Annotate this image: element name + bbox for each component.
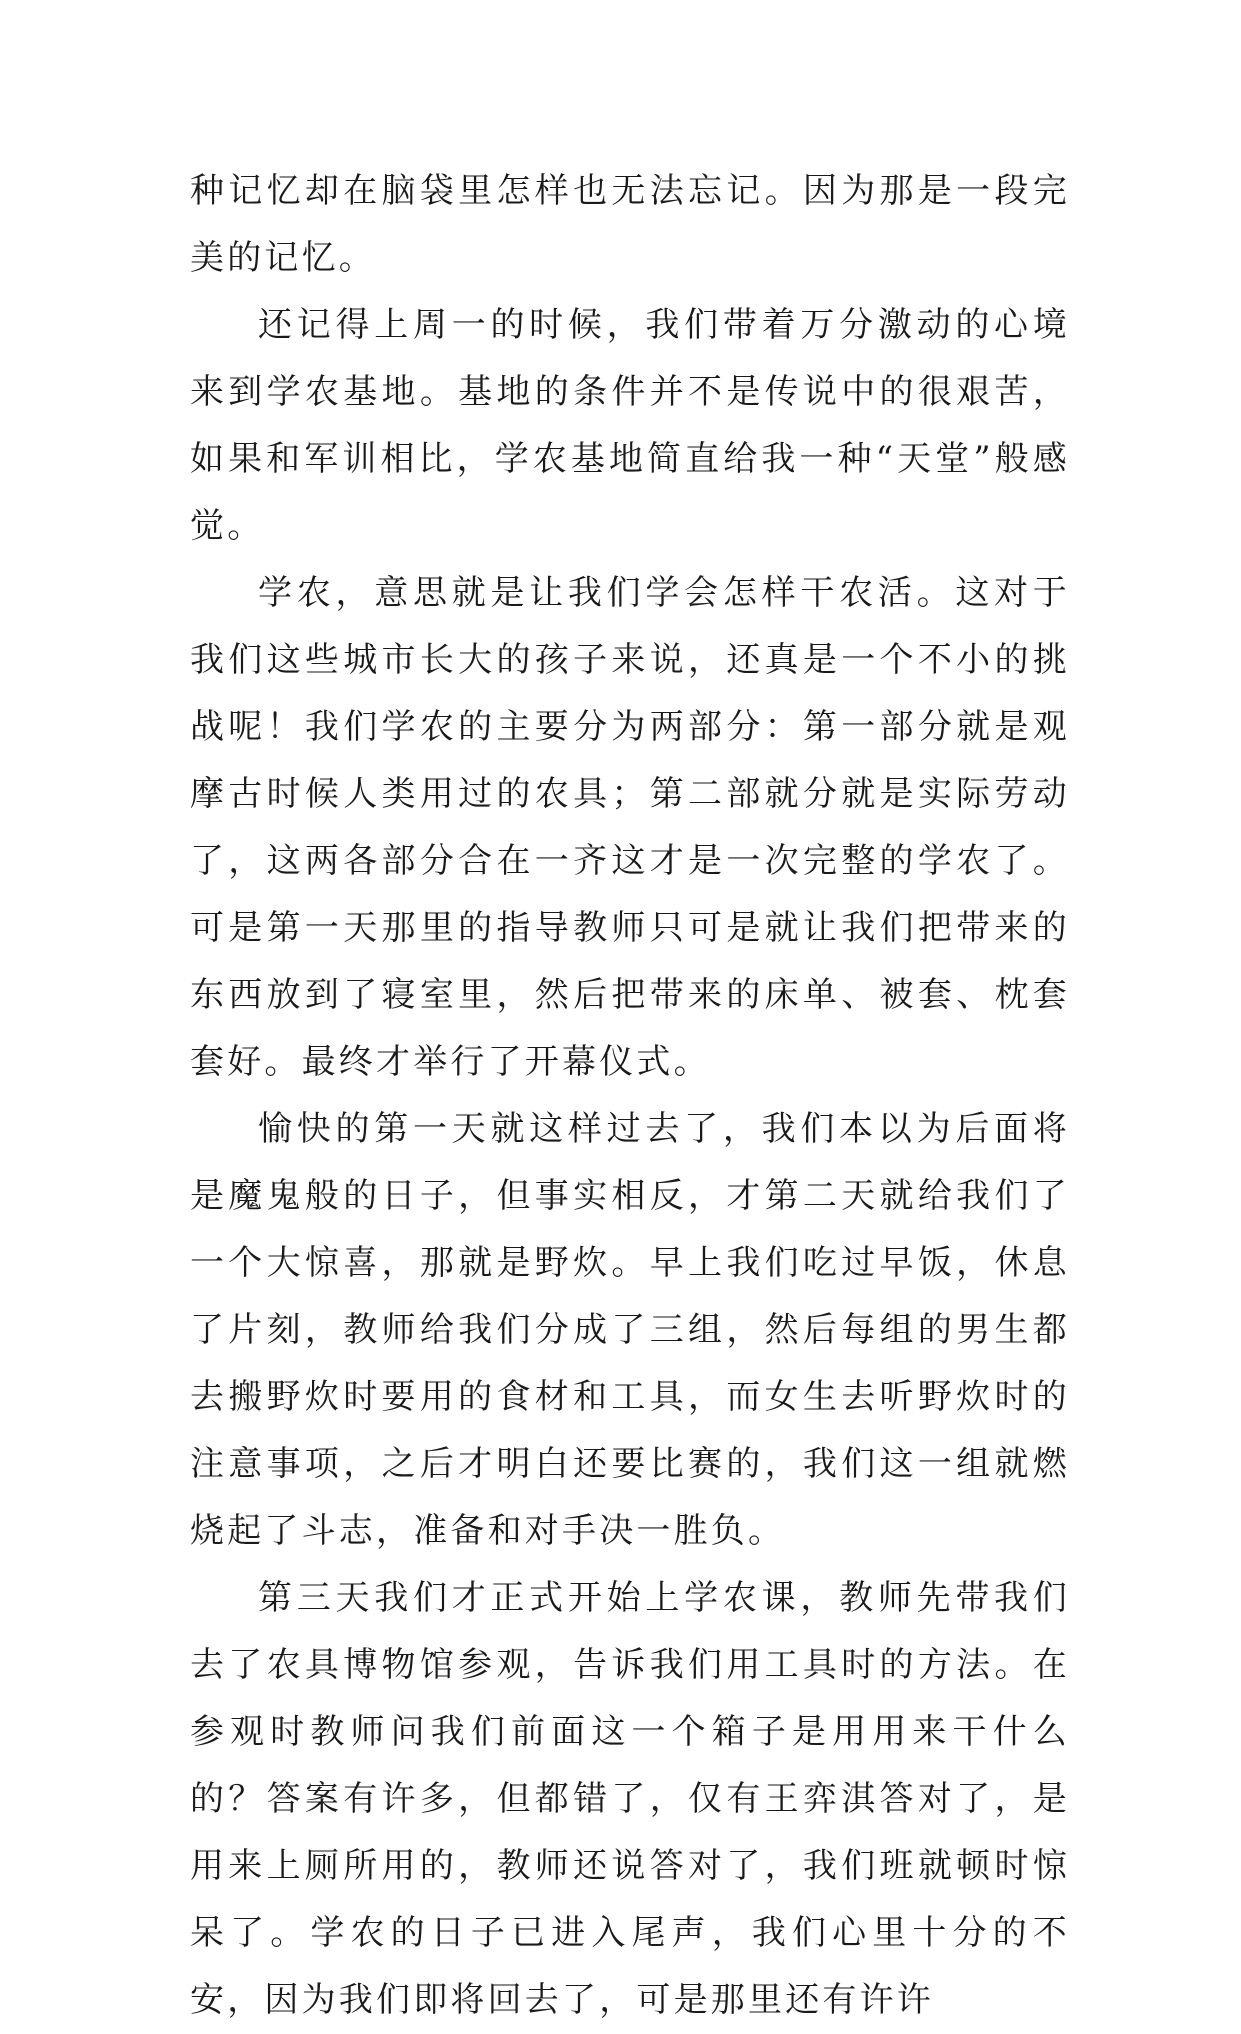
paragraph-4: 愉快的第一天就这样过去了，我们本以为后面将是魔鬼般的日子，但事实相反，才第二天就给我们了一个大惊喜，那就是野炊。早上我们吃过早饭，休息了片刻，教师给我们分成了三组，然后每组的男生都去搬野炊时要用的食材和工具，而女生去听野炊时的注意事项，之后才明白还要比赛的，我们这一组就燃烧起了斗志，准备和对手决一胜负。 <box>190 1109 1070 1551</box>
paragraph-5: 第三天我们才正式开始上学农课，教师先带我们去了农具博物馆参观，告诉我们用工具时的方法。在参观时教师问我们前面这一个箱子是用用来干什么的？答案有许多，但都错了，仅有王弈淇答对了，是用来上厕所用的，教师还说答对了，我们班就顿时惊呆了。学农的日子已进入尾声，我们心里十分的不安，因为我们即将回去了，可是那里还有许许 <box>190 1578 1070 2020</box>
paragraph-2: 还记得上周一的时候，我们带着万分激动的心境来到学农基地。基地的条件并不是传说中的很艰苦，如果和军训相比，学农基地简直给我一种“天堂”般感觉。 <box>190 305 1070 546</box>
paragraph-3: 学农，意思就是让我们学会怎样干农活。这对于我们这些城市长大的孩子来说，还真是一个不小的挑战呢！我们学农的主要分为两部分：第一部分就是观摩古时候人类用过的农具；第二部就分就是实际劳动了，这两各部分合在一齐这才是一次完整的学农了。可是第一天那里的指导教师只可是就让我们把带来的东西放到了寝室里，然后把带来的床单、被套、枕套套好。最终才举行了开幕仪式。 <box>190 573 1070 1082</box>
paragraph-1: 种记忆却在脑袋里怎样也无法忘记。因为那是一段完美的记忆。 <box>190 171 1070 278</box>
body-text <box>190 158 1070 2034</box>
